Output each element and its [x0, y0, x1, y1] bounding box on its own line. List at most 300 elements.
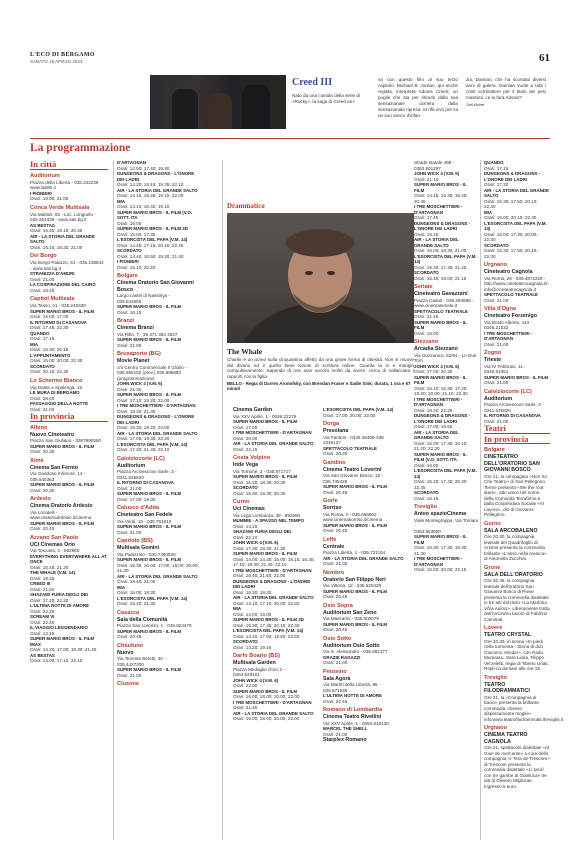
film-title: L'ULTIMA NOTTE DI AMORE [323, 693, 382, 698]
location-name: Nembro [323, 569, 345, 576]
film-title: SUPER MARIO BROS - IL FILM [117, 337, 182, 342]
cinema-address: 035.4427300 [117, 661, 144, 667]
cinema-name: Multisala Gemini [117, 545, 160, 551]
showtimes: Orari: 14.00; 14.30; 15.00; 16.15; 16.45; 17.15; 19.30; 21.45; 22.15 [233, 556, 315, 567]
film-title: AIR - LA STORIA DEL GRANDE SALTO [484, 187, 549, 198]
showtimes: Orari: 20.30 [323, 451, 348, 456]
film-title: The Whale [227, 347, 263, 356]
location-name: Casazza [117, 609, 140, 616]
showtimes: Orari: 15.00; 20.00; 22.15 [414, 567, 467, 572]
cinema-address: Via Roma, 2 - 035.656962 - [323, 511, 380, 517]
cinema-address: Via IV Febbraio, 11 - 0345.91051 [484, 363, 526, 374]
showtimes: Orari: 21.00 [117, 485, 142, 491]
showtimes: Orari: 16.30; 19.20; 22.00 [117, 425, 170, 430]
film-title: SCORDATO [414, 490, 439, 495]
showtimes: Orari: 15.30; 16.00; 17.00; 18.00; 20.00; 21.30 [117, 562, 199, 573]
event-description: Ore 21, spettacolo dialettale «Al Gioe de mercante» a cura della compagnia «I Tera de Trescore» di Trescore presenta la commedia dialettale «Lì tacòl con tre gambe di Gianluca» tre atti di Oliviero Migliorati. Ingresso 5 euro. [484, 745, 550, 789]
showtimes: Orari: 17.00 [233, 424, 258, 430]
showtimes: Orari: 17.05; 19.35; 22.20 [117, 436, 170, 441]
showtimes: Orari: 14.45; 17.15; 20.15; 22.45 [117, 242, 184, 248]
showtimes: Orari: 16.30; 18.30; 20.30 [233, 490, 286, 496]
location-name: Bolgare [484, 447, 505, 453]
cinema-address: 0341.635820 [484, 407, 511, 413]
showtimes: Orari: 16.00 [117, 220, 142, 226]
location-name: Almè [30, 457, 44, 464]
cinema-name: Presolana [323, 428, 349, 434]
film-title: I TRE MOSCHETTIERI - D'ARTAGNAN [484, 330, 533, 341]
film-title: L'ESORCISTA DEL PAPA (V.M. 14) [233, 628, 304, 633]
film-title: CREED III [30, 581, 51, 586]
cinema-address: 035.251339 - www.sas.bg.it [30, 217, 87, 222]
film-title: MARCEL THE SHELL [323, 726, 368, 731]
film-title: SUPER MARIO BROS - IL FILM [30, 443, 95, 449]
film-title: I TRE MOSCHETTIERI - D'ARTAGNAN [414, 556, 463, 567]
showtimes: Orari: 15.00; 20.00; 22.30 [30, 358, 83, 363]
showtimes: Orari: 17.10; 19.20; 22.00 [117, 397, 170, 403]
location-name: Darfo Boario (BS) [233, 653, 280, 659]
showtimes: Orari: 21.00 [323, 660, 348, 665]
cinema-address: c/o Centro Commerciale Il Globo - [117, 364, 187, 370]
showtimes: Orari: 15.30; 17.50; 20.10; 22.30 [484, 198, 538, 209]
showtimes: Orari: 20.45 [323, 627, 348, 632]
cinema-address: Piazza Arcivescovo Sarle, 3 - [484, 402, 544, 407]
film-title: I TRE MOSCHETTIERI - D'ARTAGNAN [117, 403, 196, 408]
film-title: SCORDATO [233, 485, 258, 490]
cinema-address: www.cinemasorriso.it/cinema [323, 517, 383, 522]
cinema-address: Via Toscana, 2 - 892960 [30, 548, 80, 553]
cinema-address: Via Mattioli, 65 - Loc. Longuelo - [30, 211, 96, 217]
film-title: SUPER MARIO BROS - IL FILM [233, 474, 298, 479]
showtimes: Orari: 14.10; 16.40; 19.10 [117, 204, 170, 209]
showtimes: Orari: 14.40; 16.50; 19.20; 21.40 [117, 253, 184, 259]
cinema-address: Via S. Alessandro - 035.881377 [323, 649, 388, 654]
cinema-address: 0363.563000 [414, 528, 441, 534]
cinema-address: Via Locatelli - [30, 509, 58, 515]
showtimes: Orari: 17.20; 22.20 [30, 597, 69, 603]
event-description: Ore 21, la «Compagnia al bacio» presenta la brillante commedia «Senso dispersamente moglie» info:www.teatrofilodrammaticitreviglio.it [484, 694, 564, 722]
showtimes: Orari: 17.00; 19.00 [117, 496, 156, 502]
cinema-name: Trieste [484, 357, 502, 363]
cinema-name: Multisala Garden [233, 660, 276, 666]
newspaper-brand: L'ECO DI BERGAMO [30, 52, 95, 58]
cinema-name: SALA ARCOBALENO [484, 527, 538, 534]
film-title: SHAZAM! FURIA DEGLI DEI [233, 529, 291, 534]
showtimes: Orari: 19.40; 21.30 [117, 601, 156, 606]
section-in-citta: In città [30, 162, 108, 170]
film-title: MIA [117, 198, 126, 204]
location-name: Lovere [484, 625, 503, 631]
film-title: SUPER MARIO BROS - IL FILM [323, 484, 388, 489]
cinema-name: Cinema Teatro Loverini [323, 466, 382, 473]
showtimes: Orari: 20.00 [233, 435, 258, 441]
showtimes: Orari: 15.45; 18.00; 21.15 [414, 275, 467, 281]
event-description: Ore 20.30, in scena «In piedi nella tormenta - Storia di don Giacomo Vender», con Radu Murarasu, Sara Liuka, Filippo Verzeletti, regia di Tiberio Uriati. Repli-ca domani alle ore 16. [484, 638, 549, 671]
film-title: DUNGEONS & DRAGONS - L'ONORE DEI LADRI [117, 414, 195, 425]
showtimes: Orari: 20.15; 22.30 [30, 369, 69, 374]
location-name: Treviglio [484, 674, 508, 681]
location-name: Costa Volpino [233, 455, 271, 461]
cinema-address: 0364.529101 [233, 672, 260, 677]
showtimes: Orari: 14.40; 17.00; 19.50; 22.50 [233, 633, 300, 639]
film-title: SUPER MARIO BROS - IL FILM [484, 374, 549, 380]
showtimes: Orari: 18.00 [30, 395, 55, 401]
location-name: Azzano San Paolo [30, 534, 79, 541]
film-title: L'ESORCISTA DEL PAPA (V.M. 14) [414, 468, 477, 479]
film-title: SUPER MARIO BROS - IL FILM [30, 482, 95, 487]
teaser-column-2: va con questo film al suo terzo capitolo. Michael B. Jordan, qui anche regista, interpreta Adonis Creed, un pugile che sta per ritirarsi dalla sua sensazionale carriera dalla sensazionale ripresa. Si rifà vivo per lui un suo amico d'infan- [378, 77, 458, 118]
cinema-address: - www.sas.bg.it [30, 265, 61, 271]
showtimes: Orari: 14.15 [233, 523, 258, 529]
location-name: Treviglio [414, 504, 438, 510]
cinema-address: www.lab80.it [30, 185, 56, 190]
film-title: SUPER MARIO BROS - IL FILM [323, 588, 388, 594]
showtimes: Orari: 17.30 [484, 182, 509, 187]
cinema-address: Via Torrione, 2 - 035.971717 [233, 468, 291, 474]
showtimes: Orari: 14.45; 16.45; 18.45; 20.45 [414, 193, 468, 204]
film-title: SCREAM VI [30, 614, 55, 619]
showtimes: Orari: 18.45 [30, 575, 55, 581]
cinema-address: Piazza Libertà, 1 - 035.731154 [323, 550, 386, 555]
cinema-address: Via Lega Lombarda, 39 - 892960 [233, 512, 301, 518]
location-name: Clusone [117, 681, 140, 687]
film-title: SCORDATO [30, 363, 55, 369]
film-title: QUANDO [484, 160, 504, 165]
film-title: IL RITORNO DI CASANOVA [484, 413, 541, 418]
showtimes: Orari: 14.00; 19.00 [233, 611, 272, 617]
film-title: GRAZIE RAGAZZI [323, 654, 361, 660]
film-title: SPETTACOLO TEATRALE [323, 445, 377, 451]
showtimes: Orari: 17.00; 20.30 [414, 369, 453, 374]
location-name: Branzi [117, 318, 135, 324]
showtimes: Orari: 15.45; 18.15; 20.45 [30, 228, 83, 233]
showtimes: Orari: 21.00 [484, 418, 509, 424]
showtimes: Orari: 14.15; 16.45; 19.15; 22.00 [117, 193, 184, 198]
cinema-name: Auditorium [484, 395, 513, 402]
cinema-name: SALA DELL'ORATORIO [484, 571, 543, 578]
location-name: Brusaporto (BG) [117, 351, 161, 357]
cinema-address: Via Roma, 26 - 035.4872228 - [484, 275, 546, 281]
film-title: SUPER MARIO BROS - IL FILM [117, 304, 182, 309]
cinema-name: Nuovo [117, 649, 134, 656]
film-title: I PIONIERI [30, 190, 52, 196]
genre-label: Drammatico [227, 202, 265, 210]
showtimes: Orari: 21.10 [414, 176, 439, 182]
teaser-title: Creed III [292, 77, 333, 88]
cinema-address: Piazza Arcivescovo Sarle, 3 - [117, 469, 177, 474]
cinema-address: www.oratorioardesio.it/cinema [30, 515, 92, 520]
film-title: SUPER MARIO BROS - IL FILM [117, 628, 182, 634]
showtimes: Orari: 20.45 [117, 634, 142, 639]
film-title: SUPER MARIO BROS - IL FILM 3D [233, 617, 304, 622]
showtimes: Orari: 20.45 [30, 526, 55, 531]
showtimes: Orari: 14.30; 17.00; 19.30; 21.45 [30, 647, 97, 652]
film-title: L'ESORCISTA DEL PAPA (V.M. 14) [484, 220, 547, 231]
showtimes: Orari: 15.30; 17.30; 19.30; 21.30 [414, 545, 468, 556]
location-name: Capitol Multisala [30, 296, 75, 302]
column-divider [222, 160, 223, 840]
cinema-name: Arcadia Stezzano [414, 346, 458, 352]
film-title: MIA [233, 606, 242, 611]
cinema-address: www.cinemaseriate.it [414, 303, 458, 308]
cinema-address: Via San Giovanni Bosco, 10 - [323, 473, 383, 478]
column-divider [480, 160, 481, 840]
film-title: SUPER MARIO BROS - IL FILM [117, 524, 182, 529]
cinema-address: 2448127 [323, 440, 341, 445]
film-title: JOHN WICK 4 (V.M. 6) [233, 540, 279, 545]
the-whale-photo [227, 213, 414, 343]
film-title: SUPER MARIO BROS - IL FILM (V.O. SOTT. ITA [117, 209, 193, 220]
cinema-name: Centrale [323, 543, 345, 550]
film-title: AS BESTAS [30, 222, 55, 228]
showtimes: Orari: 15.00; 17.30 [117, 231, 156, 237]
section-title: Teatri [484, 426, 550, 434]
showtimes: Orari: 21.00 [323, 561, 348, 566]
teaser-text: zia, Damian, che ha scontato diversi anni di galera. Damian vuole a tutti i costi combattere per il titolo dei pesi massimi, ce la farà Adonis? [466, 77, 546, 100]
location-name: Zogno [484, 350, 502, 356]
film-title: JOHN WICK 4 (V.M. 6) [414, 171, 460, 176]
cinema-address: Via Daste e Spalenga, 15 [30, 384, 83, 390]
location-name: Gorle [323, 498, 338, 504]
film-title: SPETTACOLO TEATRALE [414, 308, 468, 314]
showtimes: Orari: 20.45 [323, 698, 348, 704]
cinema-name: Sorriso [323, 505, 342, 511]
cinema-address: Piazza Medaglie d'oro 2 - [233, 666, 285, 672]
showtimes: Orari: 15.00 [414, 330, 439, 336]
page-number: 61 [539, 52, 550, 64]
film-title: SUPER MARIO BROS - IL FILM [233, 688, 298, 694]
showtimes: Orari: 16.30; 19.20 [233, 589, 272, 595]
film-title: I TRE MOSCHETTIERI - D'ARTAGNAN [233, 430, 312, 435]
showtimes: Orari: 15.30; 17.45; 21.25 [414, 264, 467, 270]
showtimes: Orari: 15.00; 17.30; 20.10; 21.20; 22.30 [414, 440, 468, 451]
location-name: Calolziocorte (LC) [117, 455, 165, 462]
showtimes: Orari: 14.20; 19.15 [233, 644, 272, 650]
showtimes: Orari: 20.45 [323, 489, 348, 495]
teaser-column-3 [466, 77, 546, 108]
location-name: Seriate [414, 284, 433, 290]
showtimes: Orari: 15.00; 17.00 [30, 314, 69, 319]
cinema-name: Auditorium San Zeno [323, 609, 377, 616]
showtimes: Orari: 21.30 [117, 386, 142, 392]
event-description: Ore 20.30, la compagnia teatrale del Quadrifoglio di Arzene presenta la commedia brillante «L'asso nella manica» di Antonella Zucchini. [484, 534, 547, 561]
showtimes: Orari: 15.00; 17.30; 20.00; 22.30 [484, 231, 538, 242]
cinema-address: http://www.cineteatrocagnola.it/- [484, 281, 550, 286]
showtimes: Orari: 16.40; 21.50; 22.00 [233, 573, 286, 578]
showtimes: Orari: 21.00 [484, 341, 509, 347]
location-name: Romano di Lombardia [323, 707, 383, 713]
event-description: Ore 20.45, la compagnia teatrale dell'oratorio San Giovanni Bosco di Pieve presenta la commedia dialettale in tre atti dal titolo «La Marlùna Vôra Auloci». Liberamente tratta dall'omonimo lavoro di Fabrizio Caminati. [484, 578, 550, 622]
film-title: SUPER MARIO BROS - IL FILM [414, 319, 467, 330]
section-header [30, 138, 550, 154]
cinema-name: CINETEATRO DELL'ORATORIO SAN GIOVANNI BOSCO [484, 454, 540, 473]
showtimes: Orari: 16.15; 18.30; 21.00 [30, 244, 83, 250]
showtimes: Orari: 14.15 [30, 630, 55, 636]
cinema-address: Piazza della Libertà - 035.342239 [30, 179, 99, 185]
cinema-address: Piazza San Lorenzo, 1 - 035.824479 [117, 623, 192, 628]
film-title: DUNGEONS & DRAGONS - L'ONORE DEI LADRI [414, 220, 471, 231]
film-title: AS BESTAS [30, 652, 55, 658]
cinema-name: Cinema Branzi [117, 325, 154, 331]
film-title: I TRE MOSCHETTIERI - D'ARTAGNAN [414, 396, 463, 407]
film-title: I PIONIERI [117, 259, 139, 264]
showtimes: Orari: 16.00; 18.30 [117, 590, 156, 595]
location-name: Villa d'Ogna [484, 306, 517, 312]
cinema-name: Anteo spazioCinema [414, 511, 467, 517]
location-name: Albino [30, 424, 48, 431]
cinema-address: Viale Montegrappa, Via Torriani - [414, 517, 478, 528]
listings-column-6 [484, 160, 564, 789]
issue-date: SABATO 15 APRILE 2023 [30, 59, 83, 64]
listings-column-4 [323, 407, 407, 744]
showtimes: Orari: 15.15 [414, 231, 439, 237]
section-title: In provincia [30, 414, 108, 422]
showtimes: Orari: 16.00 [414, 462, 439, 468]
listings-column-2 [117, 160, 199, 688]
location-name: Curno [233, 499, 250, 505]
film-title: AIR - LA STORIA DEL GRANDE SALTO [117, 187, 198, 193]
showtimes: Orari: 16.15 [117, 309, 142, 315]
showtimes: Orari: 18.30; 21.30 [117, 408, 156, 414]
film-title: SUPER MARIO BROS - IL FILM [117, 392, 182, 397]
cinema-name: CINEMA TEATRO CAGNOLA [484, 732, 528, 745]
film-title: SUPER MARIO BROS - IL FILM [414, 534, 467, 545]
cinema-address: Strade statale 498 - 0363.901297 [414, 160, 455, 171]
showtimes: Orari: 21.00 [30, 406, 55, 412]
film-title: DUNGEONS & DRAGONS - L'ONORE DEI LADRI [117, 171, 195, 182]
film-title: SUPER MARIO BROS - IL FILM [323, 522, 388, 528]
cinema-name: Auditorium Osio Sotto [323, 642, 380, 649]
film-title: SUPER MARIO BROS - IL FILM [233, 419, 298, 424]
showtimes: Orari: 14.00; 17.10; 22.15 [30, 658, 83, 663]
film-title: SCORDATO [414, 270, 439, 275]
showtimes: Orari: 17.30; 19.30; 21.30 [233, 545, 286, 551]
film-title: DUNGEONS & DRAGONS - L'ONORE DEI LADRI [414, 413, 471, 424]
film-title: MIA [484, 209, 493, 215]
film-title: AIR - LA STORIA DEL GRANDE SALTO [117, 573, 198, 579]
location-name: Lo Schermo Bianco [30, 377, 83, 384]
film-title: EVERYTHING EVERYWHERE ALL AT ONCE [30, 553, 107, 564]
film-credits: BELLO - Regia di Darren Aronofsky, con Brendan Fraser e Sadie Sink; durata, 1 ora e 57 minuti [227, 380, 411, 391]
location-name: Gorno [484, 520, 501, 527]
listings-column-1 [30, 160, 108, 664]
location-name: Capriolo (BS) [117, 538, 153, 544]
teaser-intro: Nato da una costola della serie di «Rocky», la saga di Creed arri- [292, 93, 360, 104]
film-title: IL RITORNO DI CASANOVA [117, 480, 174, 485]
showtimes: Orari: 21.00 [117, 342, 142, 348]
showtimes: Orari: 16.30; 18.30; 20.30 [233, 479, 286, 485]
cinema-address: info@cineteatrocagnola.it [484, 286, 536, 292]
showtimes: Orari: 22.15 [233, 446, 258, 452]
film-title: L'ESORCISTA DEL PAPA (V.M. 14) [117, 595, 188, 601]
showtimes: Orari: 21.45 [233, 705, 258, 710]
film-title: SUPER MARIO BROS - IL FILM [30, 520, 95, 526]
film-title: SHAZAM! FURIA DEGLI DEI [30, 592, 88, 597]
film-title: AIR - LA STORIA DEL GRANDE SALTO [414, 237, 459, 248]
location-name: Del Borgo [30, 253, 57, 259]
cinema-address: Via Fantoni - 0346.38406-338 [323, 434, 384, 440]
cinema-address: 035.695182 (prev.) 035.695660 [117, 370, 182, 375]
showtimes: Orari: 15.30; 17.45; 20.15; 22.30 [233, 622, 300, 628]
film-title: DUNGEONS & DRAGONS - L'ONORE DEI LADRI [484, 171, 541, 182]
film-title: PASSAGGIO DELLA NOTTE [30, 401, 89, 406]
cinema-name: Auditorium [117, 462, 146, 469]
film-title: MIA [117, 584, 126, 590]
cinema-name: Cinema Teatro Rivellini [323, 714, 382, 720]
film-title: SUPER MARIO BROS - IL FILM [117, 667, 182, 672]
location-name: Stezzano [414, 339, 439, 345]
cinema-name: Movie Planet [117, 358, 150, 364]
film-title: SUPER MARIO BROS - IL FILM [117, 557, 182, 562]
cinema-address: Via Rillo, 7 - 39 371 384 4927 [117, 331, 178, 337]
cinema-address: Via Mascarini - 035.500079 [323, 616, 379, 621]
cinema-address: 035.843555 [117, 298, 142, 304]
actor-portrait-icon [227, 213, 414, 343]
showtimes: Orari: 18.40; 21.00 [117, 579, 156, 584]
showtimes: Orari: 18.20; 22.25 [414, 407, 453, 413]
showtimes: Orari: 21.00 [117, 672, 142, 678]
film-title: IL VIAGGIO LEGGENDARIO [30, 625, 88, 630]
showtimes: Orari: 21.50 [30, 586, 55, 592]
film-title: SCORDATO [117, 248, 142, 253]
cinema-address: Via Tasso, 41 - 035.248330 [30, 303, 86, 308]
cinema-address: Via XXV Aprile, 1 - 0346.22275 [233, 413, 297, 419]
listings-column-3 [233, 407, 317, 722]
featured-film [227, 202, 414, 391]
film-title: L'APPUNTAMENTO [30, 352, 71, 358]
film-title: I TRE MOSCHETTIERI - D'ARTAGNAN [414, 204, 463, 215]
showtimes: Orari: 21.00 [484, 297, 509, 303]
cinema-address: Via Borgo Palazzo, 51 - 035.236844 [30, 260, 104, 265]
showtimes: Orari: 16.00; 18.00; 20.00; 22.00 [233, 694, 300, 699]
showtimes: Orari: 15.00; 20.10; 22.30 [484, 215, 537, 220]
listings-column-5 [414, 160, 478, 573]
cinema-name: Cinema Oratorio San Giovanni Bosco [117, 280, 194, 293]
showtimes: Orari: 20.30 [30, 449, 55, 454]
film-title: AIR - LA STORIA DEL GRANDE SALTO [30, 233, 95, 244]
film-title: MIA [30, 341, 39, 347]
cinema-address: 035.745425 [323, 478, 348, 484]
film-title: AIR - LA STORIA DEL GRANDE SALTO [233, 710, 314, 716]
cinema-name: Cineteatro San Fedele [117, 512, 173, 518]
film-title: QUANDO [30, 330, 50, 336]
cinema-name: Iride Vega [233, 462, 259, 468]
film-title: I TRE MOSCHETTIERI - D'ARTAGNAN [233, 699, 312, 705]
film-title: SUPER MARIO BROS - IL FILM [30, 636, 95, 641]
cinema-name: Cineteatro Cagnola [484, 269, 533, 275]
creed-photo [150, 75, 286, 129]
showtimes: Orari: 14.50; 17.40; 19.40 [117, 165, 170, 171]
cinema-name: Sala della Comunità [117, 616, 168, 623]
location-name: Gandino [323, 459, 346, 466]
cinema-name: UCI Cinemas Orio [30, 541, 76, 548]
showtimes: Orari: 15.30; 20.15 [30, 347, 69, 352]
film-title: DUNGEONS & DRAGONS - L'ONORE DEI LADRI [233, 578, 311, 589]
showtimes: Orari: 16.00; 18.30; 21.00 [414, 248, 467, 253]
page-title: La programmazione [30, 142, 131, 154]
showtimes: Orari: 21.00 [484, 380, 509, 385]
film-title: SUPER MARIO BROS - IL FILM [30, 308, 95, 314]
showtimes: Orari: 15.15 [414, 495, 439, 501]
film-title: IL RITORNO DI CASANOVA [30, 319, 87, 325]
film-title: IMAX [30, 641, 41, 647]
showtimes: Orari: 15.45; 21.20 [30, 564, 69, 570]
film-title: THE WHALE (V.M. 14) [30, 570, 75, 575]
showtimes: Orari: 22.10 [233, 534, 258, 540]
column-divider [113, 160, 114, 840]
cinema-name: TEATRO CRYSTAL [484, 632, 532, 638]
cinema-name: Cinema Oratorio Ardesio [30, 503, 93, 509]
showtimes: Orari: 17.45; 22.30 [30, 325, 69, 330]
